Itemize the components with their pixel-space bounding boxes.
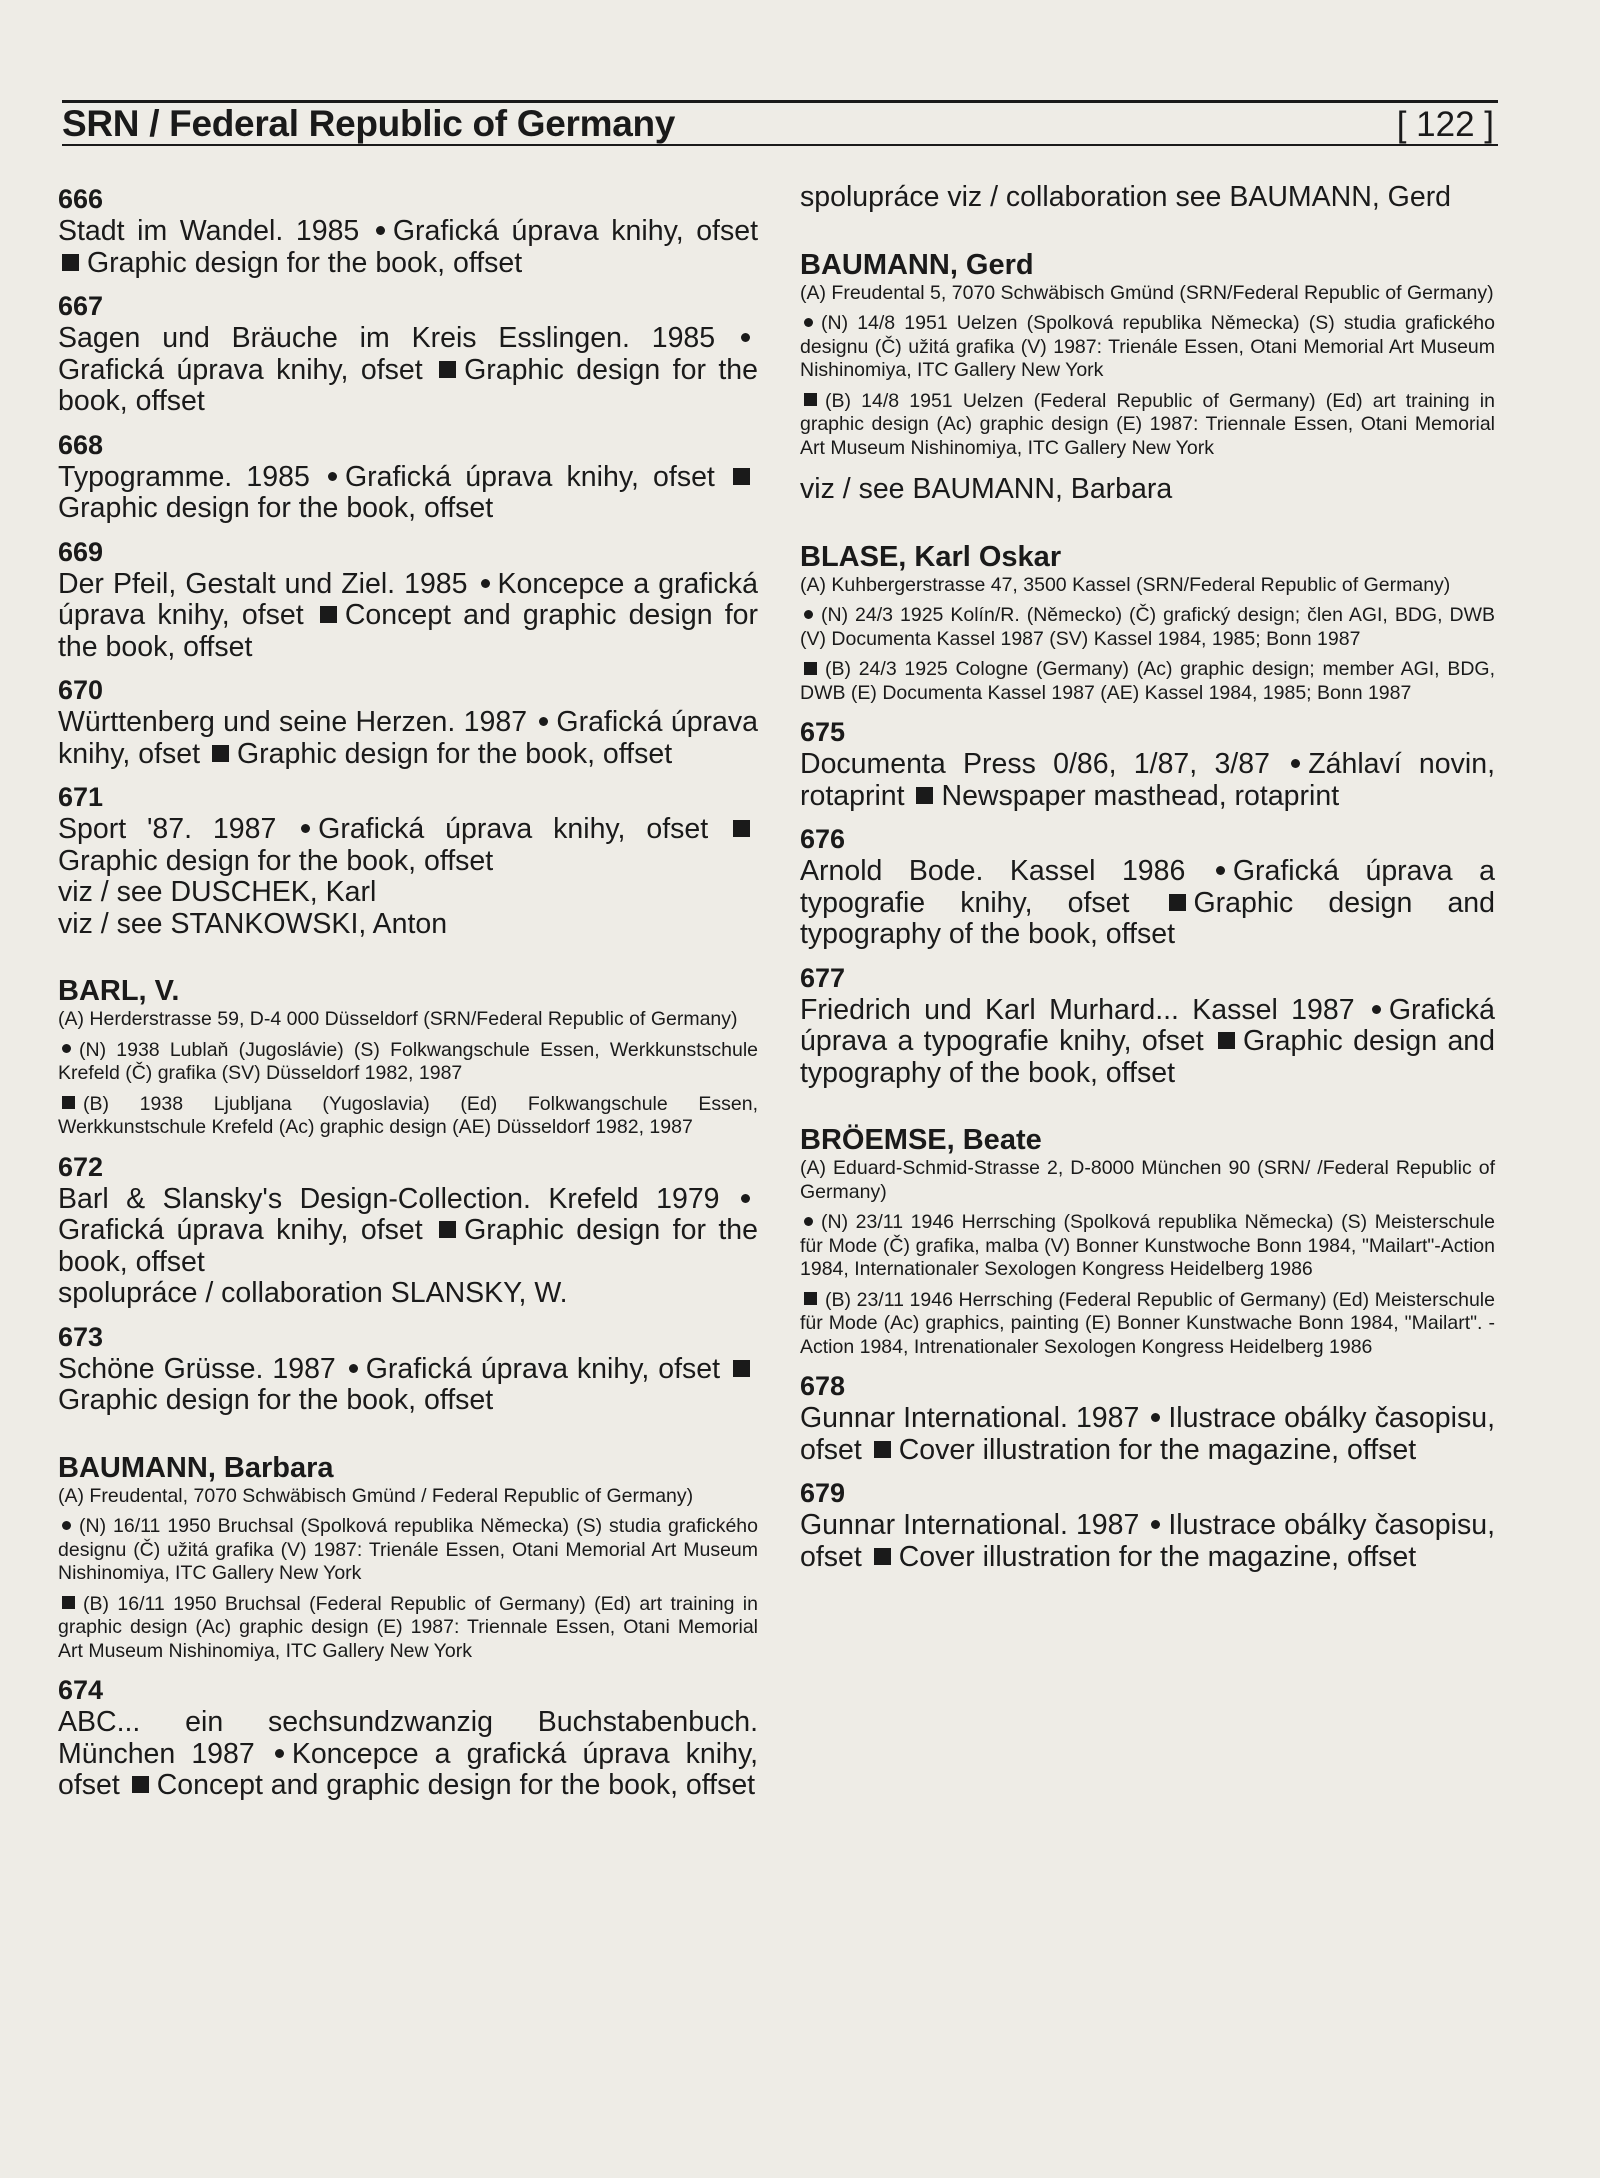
artist-bio-czech: (N) 23/11 1946 Herrsching (Spolková republika Německa) (S) Meisterschule für Mode (Č) grafika, malba (V) Bonner Kunstwoche Bonn 1984, "Mailart"-Action 1984, Internationaler Sexologen Kongress Heidelberg 1986 (800, 1211, 1495, 1280)
catalogue-entry (58, 182, 758, 279)
bullet-cz-icon (62, 1521, 71, 1530)
artist-address: (A) Eduard-Schmid-Strasse 2, D-8000 München 90 (SRN/ /Federal Republic of Germany) (800, 1157, 1495, 1203)
entry-number: 678 (800, 1371, 846, 1401)
square-en-icon (62, 254, 79, 271)
bullet-cz-icon (275, 1749, 284, 1758)
bullet-cz-icon (62, 1044, 71, 1053)
catalogue-entry (800, 822, 1495, 951)
entry-number: 674 (58, 1675, 104, 1705)
entry-text: Der Pfeil, Gestalt und Ziel. 1985 Koncepce a grafická úprava knihy, ofset Concept and graphic design for the book, offset (58, 567, 758, 663)
square-en-icon (874, 1441, 891, 1458)
artist-bio-czech: (N) 16/11 1950 Bruchsal (Spolková republika Německa) (S) studia grafického designu (Č) užitá grafika (V) 1987: Trienále Essen, Otani Memorial Art Museum Nishinomiya, ITC Gallery New York (58, 1515, 758, 1584)
entry-number: 671 (58, 782, 104, 812)
artist-bio-czech: (N) 14/8 1951 Uelzen (Spolková republika Německa) (S) studia grafického designu (Č) užitá grafika (V) 1987: Trienále Essen, Otani Memorial Art Museum Nishinomiya, ITC Gallery New York (800, 312, 1495, 381)
bullet-cz-icon (1291, 759, 1300, 768)
entry-text: Typogramme. 1985 Grafická úprava knihy, ofset Graphic design for the book, offset (58, 462, 758, 525)
entry-number: 668 (58, 429, 104, 460)
catalogue-entry (58, 673, 758, 770)
entry-text: Gunnar International. 1987 Ilustrace obálky časopisu, ofset Cover illustration for the magazine, offset (800, 1509, 1495, 1573)
entry-text: Schöne Grüsse. 1987 Grafická úprava knihy, ofset Graphic design for the book, offset (58, 1354, 758, 1417)
catalogue-entry (58, 535, 758, 664)
bullet-cz-icon (804, 610, 813, 619)
bullet-cz-icon (741, 333, 750, 342)
bullet-cz-icon (741, 1194, 750, 1203)
bullet-cz-icon (1216, 866, 1225, 875)
left-column (58, 182, 758, 1812)
entry-number: 667 (58, 291, 104, 321)
artist-name: BAUMANN, Gerd (800, 248, 1034, 281)
entry-number: 666 (58, 184, 104, 214)
entry-text: Gunnar International. 1987 Ilustrace obálky časopisu, ofset Cover illustration for the magazine, offset (800, 1402, 1495, 1466)
entry-text: Documenta Press 0/86, 1/87, 3/87 Záhlaví novin, rotaprint Newspaper masthead, rotaprint (800, 748, 1495, 812)
page-title: SRN / Federal Republic of Germany (62, 103, 676, 144)
artist-address: (A) Herderstrasse 59, D-4 000 Düsseldorf (SRN/Federal Republic of Germany) (58, 1008, 738, 1030)
artist-entry (800, 540, 1495, 706)
catalogue-entry (58, 780, 758, 940)
entry-text: Friedrich und Karl Murhard... Kassel 1987 Grafická úprava a typografie knihy, ofset Graphic design and typography of the book, offset (800, 993, 1495, 1089)
artist-bio-english: (B) 23/11 1946 Herrsching (Federal Republic of Germany) (Ed) Meisterschule für Mode (Ac) graphics, painting (E) Bonner Kunstwache Bonn 1984, "Mailart". -Action 1984, Intrenationaler Sexologen Kongress Heidelberg 1986 (800, 1288, 1495, 1358)
entry-number: 676 (800, 824, 846, 854)
square-en-icon (1218, 1032, 1235, 1049)
square-en-icon (62, 1096, 75, 1109)
cross-reference-text: spolupráce / collaboration SLANSKY, W. (58, 1277, 568, 1309)
artist-entry (800, 248, 1495, 506)
catalogue-entry (800, 1476, 1495, 1573)
artist-bio-english: (B) 1938 Ljubljana (Yugoslavia) (Ed) Folkwangschule Essen, Werkkunstschule Krefeld (Ac) graphic design (AE) Düsseldorf 1982, 1987 (58, 1092, 758, 1138)
square-en-icon (132, 1776, 149, 1793)
square-en-icon (439, 1221, 456, 1238)
square-en-icon (439, 361, 456, 378)
square-en-icon (320, 606, 337, 623)
catalogue-entry (58, 1673, 758, 1802)
bullet-cz-icon (328, 472, 337, 481)
square-en-icon (733, 1360, 750, 1377)
bullet-cz-icon (301, 824, 310, 833)
entry-text: Arnold Bode. Kassel 1986 Grafická úprava a typografie knihy, ofset Graphic design and typography of the book, offset (800, 855, 1495, 950)
square-en-icon (804, 393, 817, 406)
entry-number: 669 (58, 536, 104, 567)
header-bottom-rule (62, 144, 1498, 146)
cross-reference-text: viz / see DUSCHEK, Karl (58, 876, 377, 908)
catalogue-entry (800, 961, 1495, 1090)
artist-name: BLASE, Karl Oskar (800, 540, 1062, 573)
bullet-cz-icon (481, 579, 490, 588)
artist-bio-english: (B) 24/3 1925 Cologne (Germany) (Ac) graphic design; member AGI, BDG, DWB (E) Documenta Kassel 1987 (AE) Kassel 1984, 1985; Bonn 1987 (800, 658, 1495, 704)
catalogue-entry (800, 715, 1495, 812)
catalogue-entry (58, 1320, 758, 1417)
artist-address: (A) Freudental 5, 7070 Schwäbisch Gmünd (SRN/Federal Republic of Germany) (800, 281, 1494, 304)
catalogue-entry (58, 289, 758, 418)
entry-text: Sagen und Bräuche im Kreis Esslingen. 1985 Grafická úprava knihy, ofset Graphic design for the book, offset (58, 322, 758, 417)
catalogue-entry (58, 1150, 758, 1310)
bullet-cz-icon (376, 226, 385, 235)
square-en-icon (62, 1596, 75, 1609)
bullet-cz-icon (804, 318, 813, 327)
bullet-cz-icon (539, 717, 548, 726)
artist-address: (A) Kuhbergerstrasse 47, 3500 Kassel (SRN/Federal Republic of Germany) (800, 573, 1451, 596)
catalogue-entry (58, 428, 758, 525)
artist-bio-english: (B) 16/11 1950 Bruchsal (Federal Republic of Germany) (Ed) art training in graphic design (Ac) graphic design (E) 1987: Triennale Essen, Otani Memorial Art Museum Nishinomiya, ITC Gallery New York (58, 1592, 758, 1662)
square-en-icon (733, 468, 750, 485)
entry-number: 672 (58, 1151, 104, 1182)
bullet-cz-icon (1151, 1520, 1160, 1529)
entry-text: Barl & Slansky's Design-Collection. Krefeld 1979 Grafická úprava knihy, ofset Graphic design for the book, offset (58, 1182, 758, 1278)
artist-bio-czech: (N) 24/3 1925 Kolín/R. (Německo) (Č) grafický design; člen AGI, BDG, DWB (V) Documenta Kassel 1987 (SV) Kassel 1984, 1985; Bonn 1987 (800, 604, 1495, 650)
artist-entry (58, 1451, 758, 1664)
cross-reference-text: viz / see STANKOWSKI, Anton (58, 907, 448, 940)
entry-number: 670 (58, 675, 104, 705)
square-en-icon (804, 1292, 817, 1305)
square-en-icon (916, 787, 933, 804)
artist-bio-english: (B) 14/8 1951 Uelzen (Federal Republic of Germany) (Ed) art training in graphic design (Ac) graphic design (E) 1987: Triennale Essen, Otani Memorial Art Museum Nishinomiya, ITC Gallery New York (800, 389, 1495, 459)
bullet-cz-icon (1151, 1413, 1160, 1422)
entry-number: 673 (58, 1321, 104, 1352)
entry-number: 677 (800, 962, 846, 993)
catalogue-entry (800, 1369, 1495, 1466)
square-en-icon (212, 745, 229, 762)
artist-name: BRÖEMSE, Beate (800, 1124, 1042, 1156)
bullet-cz-icon (804, 1217, 813, 1226)
artist-address: (A) Freudental, 7070 Schwäbisch Gmünd / Federal Republic of Germany) (58, 1484, 694, 1507)
cross-reference-text: spolupráce viz / collaboration see BAUMANN, Gerd (800, 181, 1452, 213)
square-en-icon (874, 1548, 891, 1565)
artist-entry (58, 974, 758, 1140)
square-en-icon (804, 662, 817, 675)
right-column (800, 182, 1495, 1583)
entry-number: 679 (800, 1478, 846, 1508)
entry-text: Sport '87. 1987 Grafická úprava knihy, ofset Graphic design for the book, offset (58, 814, 758, 877)
entry-text: ABC... ein sechsundzwanzig Buchstabenbuch. München 1987 Koncepce a grafická úprava knihy, ofset Concept and graphic design for the book, offset (58, 1706, 759, 1801)
artist-entry (800, 1123, 1495, 1359)
artist-name: BAUMANN, Barbara (58, 1451, 334, 1484)
cross-reference-text: viz / see BAUMANN, Barbara (800, 473, 1173, 505)
bullet-cz-icon (1372, 1005, 1381, 1014)
square-en-icon (733, 820, 750, 837)
entry-text: Württenberg und seine Herzen. 1987 Grafická úprava knihy, ofset Graphic design for the book, offset (58, 706, 758, 770)
entry-number: 675 (800, 717, 846, 747)
bullet-cz-icon (349, 1364, 358, 1373)
square-en-icon (1169, 894, 1186, 911)
artist-bio-czech: (N) 1938 Lublaň (Jugoslávie) (S) Folkwangschule Essen, Werkkunstschule Krefeld (Č) grafika (SV) Düsseldorf 1982, 1987 (58, 1038, 758, 1084)
cross-reference (800, 182, 1495, 214)
page-number: [ 122 ] (1396, 105, 1494, 144)
artist-name: BARL, V. (58, 975, 180, 1007)
entry-text: Stadt im Wandel. 1985 Grafická úprava knihy, ofset Graphic design for the book, offset (58, 215, 758, 279)
